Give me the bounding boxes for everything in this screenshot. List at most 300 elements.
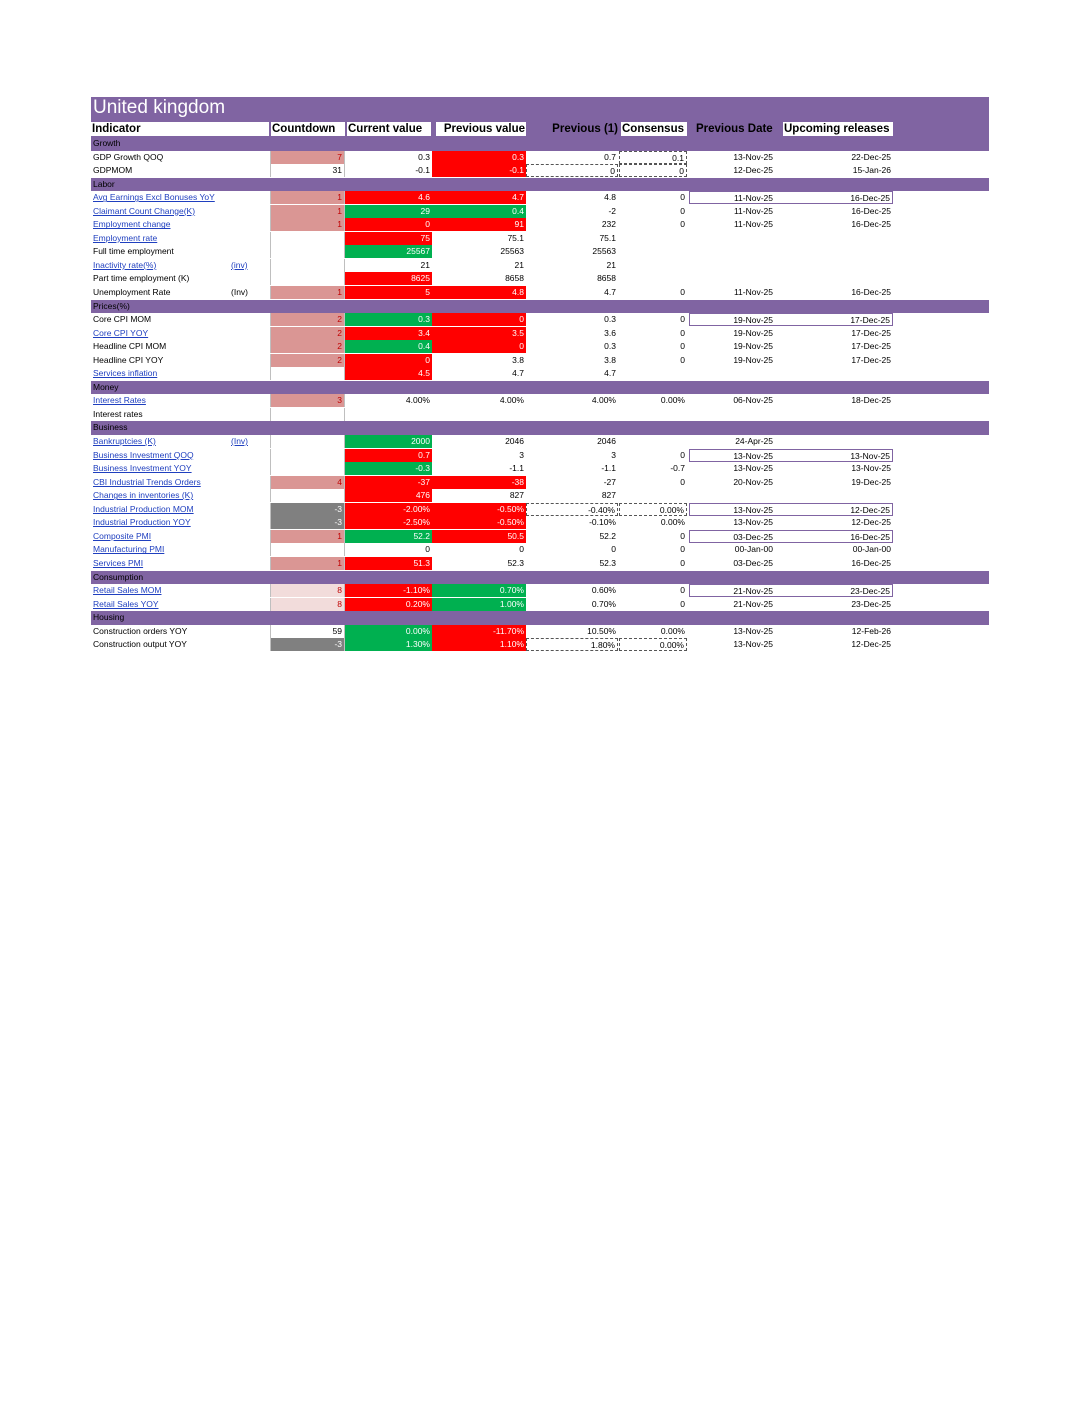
indicator-name: Construction orders YOY xyxy=(93,625,188,636)
inverse-flag-link[interactable]: (Inv) xyxy=(231,436,248,447)
previous-1-cell: 3 xyxy=(611,449,616,460)
header-indicator: Indicator xyxy=(91,122,269,136)
indicator-name[interactable] xyxy=(93,543,269,556)
previous-1-cell: 0.3 xyxy=(604,314,616,325)
table-row xyxy=(91,408,989,422)
economic-indicators-sheet xyxy=(91,97,989,652)
previous-value-cell: 4.7 xyxy=(512,368,524,379)
table-row xyxy=(91,638,989,652)
countdown-cell: 1 xyxy=(270,557,345,570)
upcoming-release-cell: 18-Dec-25 xyxy=(851,395,891,406)
section-header: Labor xyxy=(91,178,989,192)
previous-date-cell: 03-Dec-25 xyxy=(733,557,773,568)
inverse-flag: (Inv) xyxy=(231,287,248,298)
consensus-cell: 0.00% xyxy=(619,638,687,651)
header-previous-1: Previous (1) xyxy=(552,123,618,135)
upcoming-release-cell xyxy=(775,272,893,285)
countdown-cell xyxy=(270,462,345,475)
previous-value-cell: -38 xyxy=(432,476,526,489)
previous-1-cell: 827 xyxy=(601,490,616,501)
previous-date-cell: 21-Nov-25 xyxy=(689,584,775,597)
indicator-link[interactable]: Composite PMI xyxy=(93,530,152,541)
table-row xyxy=(91,530,989,544)
indicator-name[interactable] xyxy=(93,232,269,245)
countdown-cell: -3 xyxy=(270,638,345,651)
indicator-name[interactable] xyxy=(93,584,269,597)
countdown-cell xyxy=(270,489,345,502)
consensus-cell: 0 xyxy=(680,530,685,541)
countdown-cell: 8 xyxy=(270,584,345,597)
previous-value-cell: -0.50% xyxy=(432,503,526,516)
previous-1-cell: 0.7 xyxy=(604,151,616,162)
indicator-name[interactable] xyxy=(93,367,269,380)
previous-value-cell: 4.7 xyxy=(432,191,526,204)
previous-value-cell: -1.1 xyxy=(509,463,524,474)
previous-date-cell: 11-Nov-25 xyxy=(733,219,773,230)
table-row xyxy=(91,232,989,246)
previous-value-cell: -11.70% xyxy=(432,625,526,638)
table-row xyxy=(91,272,989,286)
consensus-cell xyxy=(619,232,687,245)
table-row xyxy=(91,354,989,368)
current-value-cell: 0 xyxy=(425,544,430,555)
consensus-cell xyxy=(619,489,687,502)
countdown-cell: 2 xyxy=(270,313,345,326)
countdown-cell: 1 xyxy=(270,530,345,543)
header-previous-date: Previous Date xyxy=(696,123,773,135)
previous-1-cell: 0 xyxy=(526,164,618,177)
previous-1-cell: 21 xyxy=(606,259,616,270)
previous-date-cell: 13-Nov-25 xyxy=(733,151,773,162)
countdown-cell: 2 xyxy=(270,327,345,340)
table-row xyxy=(91,191,989,205)
upcoming-release-cell: 16-Dec-25 xyxy=(851,205,891,216)
countdown-cell: -3 xyxy=(270,503,345,516)
sheet-title: United kingdom xyxy=(93,97,226,118)
current-value-cell: 0.3 xyxy=(418,151,430,162)
countdown-cell: 2 xyxy=(270,354,345,367)
countdown-cell: 59 xyxy=(270,625,345,638)
countdown-cell: 1 xyxy=(270,286,345,299)
countdown-cell xyxy=(270,449,345,462)
upcoming-release-cell: 12-Dec-25 xyxy=(851,639,891,650)
current-value-cell: 0.00% xyxy=(345,625,432,638)
current-value-cell: 25567 xyxy=(345,245,432,258)
consensus-cell: 0.00% xyxy=(660,517,685,528)
previous-1-cell: -0.10% xyxy=(589,517,616,528)
previous-1-cell: 4.00% xyxy=(591,395,616,406)
consensus-cell: 0 xyxy=(680,192,685,203)
current-value-cell: -37 xyxy=(345,476,432,489)
previous-date-cell: 06-Nov-25 xyxy=(733,395,773,406)
upcoming-release-cell: 17-Dec-25 xyxy=(851,341,891,352)
consensus-cell xyxy=(619,245,687,258)
consensus-cell: 0 xyxy=(680,287,685,298)
countdown-cell: 7 xyxy=(270,151,345,164)
previous-date-cell xyxy=(689,245,775,258)
current-value-cell: 3.4 xyxy=(345,327,432,340)
countdown-cell xyxy=(270,259,345,272)
table-row xyxy=(91,394,989,408)
indicator-link[interactable]: Claimant Count Change(K) xyxy=(93,205,196,216)
current-value-cell: 29 xyxy=(345,205,432,218)
countdown-cell xyxy=(270,272,345,285)
table-row xyxy=(91,584,989,598)
previous-value-cell: 0 xyxy=(519,544,524,555)
previous-1-cell: 1.80% xyxy=(526,638,618,651)
previous-date-cell: 13-Nov-25 xyxy=(689,503,775,516)
consensus-cell: -0.7 xyxy=(670,463,685,474)
header-consensus: Consensus xyxy=(621,122,687,136)
previous-date-cell: 13-Nov-25 xyxy=(689,449,775,462)
previous-date-cell xyxy=(689,232,775,245)
upcoming-release-cell: 17-Dec-25 xyxy=(851,327,891,338)
indicator-name[interactable] xyxy=(93,598,269,611)
header-previous-value: Previous value xyxy=(436,122,526,136)
section-header: Money xyxy=(91,381,989,395)
previous-value-cell: 827 xyxy=(509,490,524,501)
current-value-cell: 4.00% xyxy=(405,395,430,406)
upcoming-release-cell: 12-Dec-25 xyxy=(851,517,891,528)
upcoming-release-cell: 16-Dec-25 xyxy=(851,219,891,230)
consensus-cell: 0 xyxy=(680,341,685,352)
previous-value-cell: 0.70% xyxy=(432,584,526,597)
upcoming-release-cell xyxy=(775,245,893,258)
previous-value-cell: 91 xyxy=(432,218,526,231)
table-row xyxy=(91,286,989,300)
table-row xyxy=(91,516,989,530)
indicator-name[interactable] xyxy=(93,327,269,340)
upcoming-release-cell: 17-Dec-25 xyxy=(851,354,891,365)
table-row xyxy=(91,557,989,571)
previous-1-cell: -1.1 xyxy=(601,463,616,474)
previous-value-cell: 4.00% xyxy=(499,395,524,406)
indicator-link[interactable]: Avg Earnings Excl Bonuses YoY xyxy=(93,192,215,203)
previous-1-cell xyxy=(526,408,618,421)
indicator-name[interactable] xyxy=(93,516,269,529)
table-row xyxy=(91,218,989,232)
inverse-flag-link[interactable]: (inv) xyxy=(231,259,248,270)
table-row xyxy=(91,543,989,557)
indicator-name[interactable] xyxy=(93,557,269,570)
current-value-cell: 4.6 xyxy=(345,191,432,204)
current-value-cell: -2.00% xyxy=(345,503,432,516)
current-value-cell: 0 xyxy=(345,218,432,231)
header-upcoming-releases: Upcoming releases xyxy=(783,122,893,136)
upcoming-release-cell: 12-Dec-25 xyxy=(775,503,893,516)
previous-date-cell: 20-Nov-25 xyxy=(733,476,773,487)
upcoming-release-cell: 16-Dec-25 xyxy=(775,191,893,204)
indicator-link[interactable]: Services PMI xyxy=(93,557,144,568)
previous-1-cell: -27 xyxy=(603,476,616,487)
indicator-link[interactable]: Industrial Production MOM xyxy=(93,503,194,514)
section-header: Consumption xyxy=(91,571,989,585)
previous-1-cell: 8658 xyxy=(597,273,616,284)
indicator-name[interactable] xyxy=(93,489,269,502)
indicator-name: Construction output YOY xyxy=(93,639,187,650)
previous-date-cell: 11-Nov-25 xyxy=(689,191,775,204)
table-row xyxy=(91,313,989,327)
indicator-link[interactable]: Employment rate xyxy=(93,232,158,243)
table-row xyxy=(91,245,989,259)
current-value-cell: 476 xyxy=(345,489,432,502)
countdown-cell: 31 xyxy=(270,164,345,177)
current-value-cell: 0.4 xyxy=(345,340,432,353)
previous-value-cell: 0 xyxy=(432,340,526,353)
previous-value-cell: 3.8 xyxy=(512,354,524,365)
upcoming-release-cell xyxy=(775,489,893,502)
upcoming-release-cell: 13-Nov-25 xyxy=(775,449,893,462)
consensus-cell: 0.1 xyxy=(619,151,687,164)
upcoming-release-cell: 16-Dec-25 xyxy=(775,530,893,543)
previous-1-cell: 0.60% xyxy=(591,585,616,596)
consensus-cell: 0 xyxy=(680,327,685,338)
upcoming-release-cell xyxy=(775,232,893,245)
previous-1-cell: 2046 xyxy=(597,436,616,447)
previous-date-cell: 13-Nov-25 xyxy=(733,639,773,650)
upcoming-release-cell: 23-Dec-25 xyxy=(851,598,891,609)
previous-value-cell: 52.3 xyxy=(507,557,524,568)
indicator-link[interactable]: Retail Sales MOM xyxy=(93,585,162,596)
consensus-cell xyxy=(619,259,687,272)
current-value-cell: 8625 xyxy=(345,272,432,285)
upcoming-release-cell: 17-Dec-25 xyxy=(775,313,893,326)
previous-value-cell: 75.1 xyxy=(507,232,524,243)
table-row xyxy=(91,435,989,449)
current-value-cell: 0.7 xyxy=(345,449,432,462)
consensus-cell: 0.00% xyxy=(660,625,685,636)
table-row xyxy=(91,259,989,273)
indicator-name[interactable] xyxy=(93,503,269,516)
previous-value-cell: 3.5 xyxy=(432,327,526,340)
indicator-name[interactable] xyxy=(93,394,269,407)
previous-1-cell: 3.8 xyxy=(604,354,616,365)
table-row xyxy=(91,462,989,476)
section-header: Business xyxy=(91,421,989,435)
table-row xyxy=(91,476,989,490)
previous-value-cell: -0.50% xyxy=(432,516,526,529)
inverse-flag[interactable] xyxy=(231,259,271,272)
upcoming-release-cell: 23-Dec-25 xyxy=(775,584,893,597)
current-value-cell: 0.20% xyxy=(345,598,432,611)
previous-1-cell: 10.50% xyxy=(587,625,616,636)
indicator-name: Full time employment xyxy=(93,246,174,257)
upcoming-release-cell xyxy=(775,367,893,380)
table-row xyxy=(91,205,989,219)
previous-date-cell: 19-Nov-25 xyxy=(733,341,773,352)
previous-value-cell: 0.3 xyxy=(432,151,526,164)
previous-date-cell: 13-Nov-25 xyxy=(733,625,773,636)
consensus-cell xyxy=(619,367,687,380)
indicator-name: Part time employment (K) xyxy=(93,273,190,284)
previous-value-cell xyxy=(432,408,526,421)
previous-1-cell: 232 xyxy=(601,219,616,230)
previous-date-cell: 11-Nov-25 xyxy=(733,287,773,298)
previous-value-cell: 0 xyxy=(432,313,526,326)
consensus-cell: 0 xyxy=(680,354,685,365)
previous-1-cell: 4.7 xyxy=(604,368,616,379)
previous-date-cell: 19-Nov-25 xyxy=(733,354,773,365)
indicator-name[interactable] xyxy=(93,476,269,489)
table-row xyxy=(91,327,989,341)
previous-1-cell: 75.1 xyxy=(599,232,616,243)
current-value-cell: -2.50% xyxy=(345,516,432,529)
current-value-cell: 0.3 xyxy=(345,313,432,326)
consensus-cell: 0 xyxy=(680,557,685,568)
consensus-cell: 0 xyxy=(680,314,685,325)
indicator-link[interactable]: Business Investment YOY xyxy=(93,463,192,474)
upcoming-release-cell: 19-Dec-25 xyxy=(851,476,891,487)
countdown-cell xyxy=(270,232,345,245)
countdown-cell xyxy=(270,245,345,258)
previous-date-cell: 21-Nov-25 xyxy=(733,598,773,609)
upcoming-release-cell: 22-Dec-25 xyxy=(851,151,891,162)
table-row xyxy=(91,503,989,517)
current-value-cell: 5 xyxy=(345,286,432,299)
indicator-link[interactable]: Business Investment QOQ xyxy=(93,449,194,460)
previous-date-cell: 19-Nov-25 xyxy=(733,327,773,338)
previous-date-cell: 03-Dec-25 xyxy=(689,530,775,543)
inverse-flag[interactable] xyxy=(231,435,271,448)
indicator-link[interactable]: Bankruptcies (K) xyxy=(93,436,156,447)
current-value-cell: 0 xyxy=(345,354,432,367)
consensus-cell: 0.00% xyxy=(660,395,685,406)
indicator-link[interactable]: Interest Rates xyxy=(93,395,146,406)
previous-value-cell: 1.10% xyxy=(432,638,526,651)
current-value-cell: -0.1 xyxy=(415,165,430,176)
countdown-cell: 8 xyxy=(270,598,345,611)
previous-date-cell xyxy=(689,408,775,421)
countdown-cell: 1 xyxy=(270,205,345,218)
previous-date-cell: 00-Jan-00 xyxy=(734,544,773,555)
indicator-name: GDPMOM xyxy=(93,165,133,176)
table-row xyxy=(91,489,989,503)
previous-value-cell: 8658 xyxy=(505,273,524,284)
indicator-link[interactable]: Manufacturing PMI xyxy=(93,544,165,555)
indicator-name[interactable] xyxy=(93,462,269,475)
current-value-cell: 2000 xyxy=(345,435,432,448)
upcoming-release-cell: 12-Feb-26 xyxy=(851,625,891,636)
previous-date-cell xyxy=(689,272,775,285)
previous-value-cell: 2046 xyxy=(505,436,524,447)
table-row xyxy=(91,625,989,639)
indicator-name[interactable] xyxy=(93,449,269,462)
consensus-cell: 0 xyxy=(680,544,685,555)
upcoming-release-cell xyxy=(775,259,893,272)
current-value-cell: 21 xyxy=(420,259,430,270)
consensus-cell: 0 xyxy=(680,205,685,216)
previous-date-cell: 13-Nov-25 xyxy=(733,517,773,528)
previous-1-cell: 4.7 xyxy=(604,287,616,298)
previous-date-cell xyxy=(689,367,775,380)
indicator-link[interactable]: Employment change xyxy=(93,219,171,230)
current-value-cell: 51.3 xyxy=(345,557,432,570)
countdown-cell: 3 xyxy=(270,394,345,407)
previous-value-cell: 50.5 xyxy=(432,530,526,543)
indicator-link[interactable]: Changes in inventories (K) xyxy=(93,490,194,501)
table-row xyxy=(91,164,989,178)
current-value-cell: -1.10% xyxy=(345,584,432,597)
consensus-cell: 0.00% xyxy=(619,503,687,516)
countdown-cell xyxy=(270,367,345,380)
indicator-link[interactable]: Industrial Production YOY xyxy=(93,517,191,528)
indicator-name[interactable] xyxy=(93,218,269,231)
consensus-cell: 0 xyxy=(680,585,685,596)
table-row xyxy=(91,367,989,381)
table-row xyxy=(91,598,989,612)
countdown-cell: -3 xyxy=(270,516,345,529)
previous-date-cell: 19-Nov-25 xyxy=(689,313,775,326)
upcoming-release-cell: 15-Jan-26 xyxy=(852,165,891,176)
current-value-cell: 52.2 xyxy=(345,530,432,543)
indicator-name: GDP Growth QOQ xyxy=(93,151,164,162)
table-row xyxy=(91,340,989,354)
current-value-cell: 4.5 xyxy=(345,367,432,380)
consensus-cell: 0 xyxy=(619,164,687,177)
indicator-link[interactable]: Inactivity rate(%) xyxy=(93,259,157,270)
previous-value-cell: -0.1 xyxy=(432,164,526,177)
indicator-link[interactable]: CBI Industrial Trends Orders xyxy=(93,476,201,487)
countdown-cell: 2 xyxy=(270,340,345,353)
previous-1-cell: 52.3 xyxy=(599,557,616,568)
previous-date-cell: 11-Nov-25 xyxy=(733,205,773,216)
previous-value-cell: 4.8 xyxy=(432,286,526,299)
previous-date-cell: 13-Nov-25 xyxy=(733,463,773,474)
current-value-cell: 1.30% xyxy=(345,638,432,651)
previous-date-cell xyxy=(689,489,775,502)
previous-1-cell: 52.2 xyxy=(599,530,616,541)
previous-1-cell: 0 xyxy=(611,544,616,555)
indicator-link[interactable]: Services inflation xyxy=(93,368,158,379)
indicator-name: Interest rates xyxy=(93,408,143,419)
upcoming-release-cell xyxy=(775,435,893,448)
consensus-cell: 0 xyxy=(680,598,685,609)
previous-1-cell: -0.40% xyxy=(526,503,618,516)
previous-value-cell: 1.00% xyxy=(432,598,526,611)
consensus-cell: 0 xyxy=(680,449,685,460)
upcoming-release-cell: 16-Dec-25 xyxy=(851,557,891,568)
indicator-name: Headline CPI MOM xyxy=(93,341,167,352)
upcoming-release-cell: 16-Dec-25 xyxy=(851,287,891,298)
current-value-cell xyxy=(345,408,432,421)
countdown-cell xyxy=(270,543,345,556)
indicator-name[interactable] xyxy=(93,205,269,218)
section-header: Prices(%) xyxy=(91,300,989,314)
table-row xyxy=(91,151,989,165)
indicator-name[interactable] xyxy=(93,191,269,204)
indicator-name: Unemployment Rate xyxy=(93,287,171,298)
previous-date-cell: 24-Apr-25 xyxy=(735,436,773,447)
header-countdown: Countdown xyxy=(271,122,345,136)
indicator-link[interactable]: Core CPI YOY xyxy=(93,327,149,338)
previous-1-cell: 25563 xyxy=(592,246,616,257)
indicator-name[interactable] xyxy=(93,530,269,543)
previous-1-cell: 3.6 xyxy=(604,327,616,338)
consensus-cell: 0 xyxy=(680,219,685,230)
upcoming-release-cell: 13-Nov-25 xyxy=(851,463,891,474)
countdown-cell xyxy=(270,408,345,421)
header-current-value: Current value xyxy=(347,122,431,136)
header-row xyxy=(91,120,989,137)
indicator-link[interactable]: Retail Sales YOY xyxy=(93,598,159,609)
previous-value-cell: 25563 xyxy=(500,246,524,257)
consensus-cell xyxy=(619,435,687,448)
title-bar xyxy=(91,97,989,120)
countdown-cell: 1 xyxy=(270,218,345,231)
previous-value-cell: 21 xyxy=(514,259,524,270)
previous-1-cell: -2 xyxy=(608,205,616,216)
consensus-cell xyxy=(619,408,687,421)
